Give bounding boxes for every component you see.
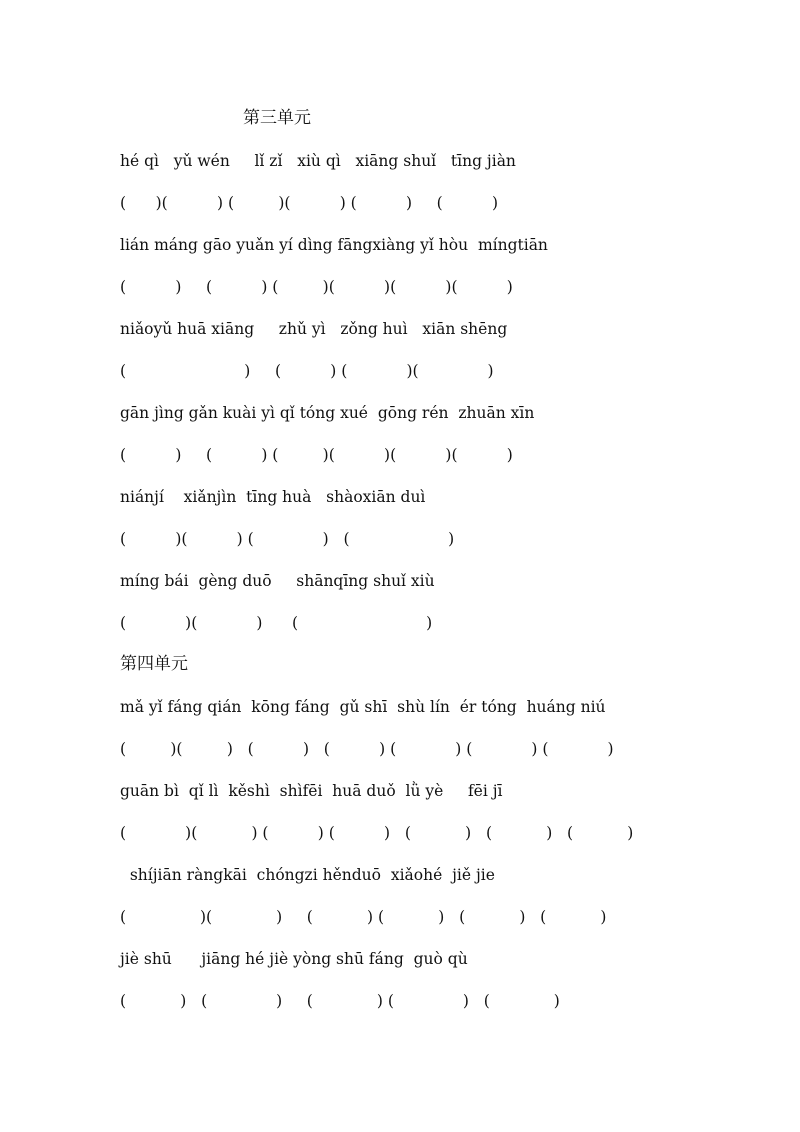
pinyin-row: mǎ yǐ fáng qián kōng fáng gǔ shī shù lín ér tóng huáng niú [120,698,606,716]
answer-brackets[interactable]: ( )( ) ( ) [120,614,433,632]
pinyin-row: lián máng gāo yuǎn yí dìng fāngxiàng yǐ hòu míngtiān [120,236,548,254]
answer-brackets[interactable]: ( )( ) ( ) ( ) [120,530,455,548]
answer-brackets[interactable]: ( ) ( ) ( )( ) [120,362,494,380]
answer-brackets[interactable]: ( )( ) ( ) ( ) ( ) ( ) [120,908,607,926]
answer-brackets[interactable]: ( ) ( ) ( )( )( )( ) [120,278,513,296]
answer-brackets[interactable]: ( ) ( ) ( ) ( ) ( ) [120,992,560,1010]
pinyin-row: gān jìng gǎn kuài yì qǐ tóng xué gōng rén zhuān xīn [120,404,535,422]
answer-brackets[interactable]: ( )( ) ( )( ) ( ) ( ) [120,194,499,212]
pinyin-row: míng bái gèng duō shānqīng shuǐ xiù [120,572,435,590]
pinyin-row: shíjiān ràngkāi chóngzi hěnduō xiǎohé jiě jie [120,866,495,884]
pinyin-row: hé qì yǔ wén lǐ zǐ xiù qì xiāng shuǐ tīng jiàn [120,152,516,170]
pinyin-row: guān bì qǐ lì kěshì shìfēi huā duǒ lǜ yè fēi jī [120,782,503,800]
pinyin-row: niánjí xiǎnjìn tīng huà shàoxiān duì [120,488,426,506]
unit3-heading: 第三单元 [243,108,311,128]
pinyin-row: niǎoyǔ huā xiāng zhǔ yì zǒng huì xiān shēng [120,320,508,338]
unit4-heading: 第四单元 [120,654,188,674]
answer-brackets[interactable]: ( )( ) ( ) ( ) ( ) ( ) ( ) [120,824,634,842]
answer-brackets[interactable]: ( ) ( ) ( )( )( )( ) [120,446,513,464]
pinyin-row: jiè shū jiāng hé jiè yòng shū fáng guò qù [120,950,468,968]
answer-brackets[interactable]: ( )( ) ( ) ( ) ( ) ( ) ( ) [120,740,614,758]
